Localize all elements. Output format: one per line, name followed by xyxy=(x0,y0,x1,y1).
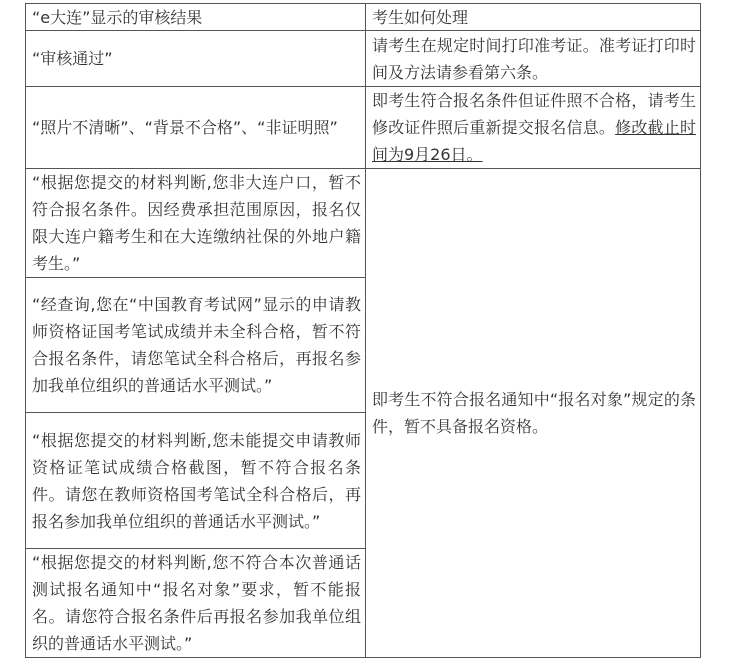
review-result-cell: “照片不清晰”、“背景不合格”、“非证明照” xyxy=(26,87,366,169)
merged-action-cell: 即考生不符合报名通知中“报名对象”规定的条件，暂不具备报名资格。 xyxy=(366,169,701,658)
review-result-cell: “根据您提交的材料判断,您不符合本次普通话测试报名通知中“报名对象”要求，暂不能报名。请您符合报名条件后再报名参加我单位组织的普通话水平测试。” xyxy=(26,549,366,658)
review-result-cell: “根据您提交的材料判断,您未能提交申请教师资格证笔试成绩合格截图，暂不符合报名条件。请您在教师资格国考笔试全科合格后，再报名参加我单位组织的普通话水平测试。” xyxy=(26,413,366,549)
review-result-cell: “审核通过” xyxy=(26,31,366,87)
header-candidate-action: 考生如何处理 xyxy=(366,4,701,31)
review-result-cell: “经查询,您在“中国教育考试网”显示的申请教师资格证国考笔试成绩并未全科合格，暂不符合报名条件，请您笔试全科合格后，再报名参加我单位组织的普通话水平测试。” xyxy=(26,278,366,413)
action-text: 即考生符合报名条件但证件照不合格，请考生修改证件照后重新提交报名信息。 xyxy=(372,91,696,137)
review-results-table xyxy=(25,3,701,658)
review-result-cell: “根据您提交的材料判断,您非大连户口，暂不符合报名条件。因经费承担范围原因，报名仅限大连户籍考生和在大连缴纳社保的外地户籍考生。” xyxy=(26,169,366,278)
candidate-action-cell: 请考生在规定时间打印准考证。准考证打印时间及方法请参看第六条。 xyxy=(366,31,701,87)
candidate-action-cell xyxy=(366,87,701,169)
table-header-row xyxy=(26,4,701,31)
header-review-result: “e大连”显示的审核结果 xyxy=(26,4,366,31)
table-row xyxy=(26,169,701,278)
table-row xyxy=(26,87,701,169)
deadline-note: 修改截止时间为9月26日。 xyxy=(372,118,696,164)
table-row xyxy=(26,31,701,87)
